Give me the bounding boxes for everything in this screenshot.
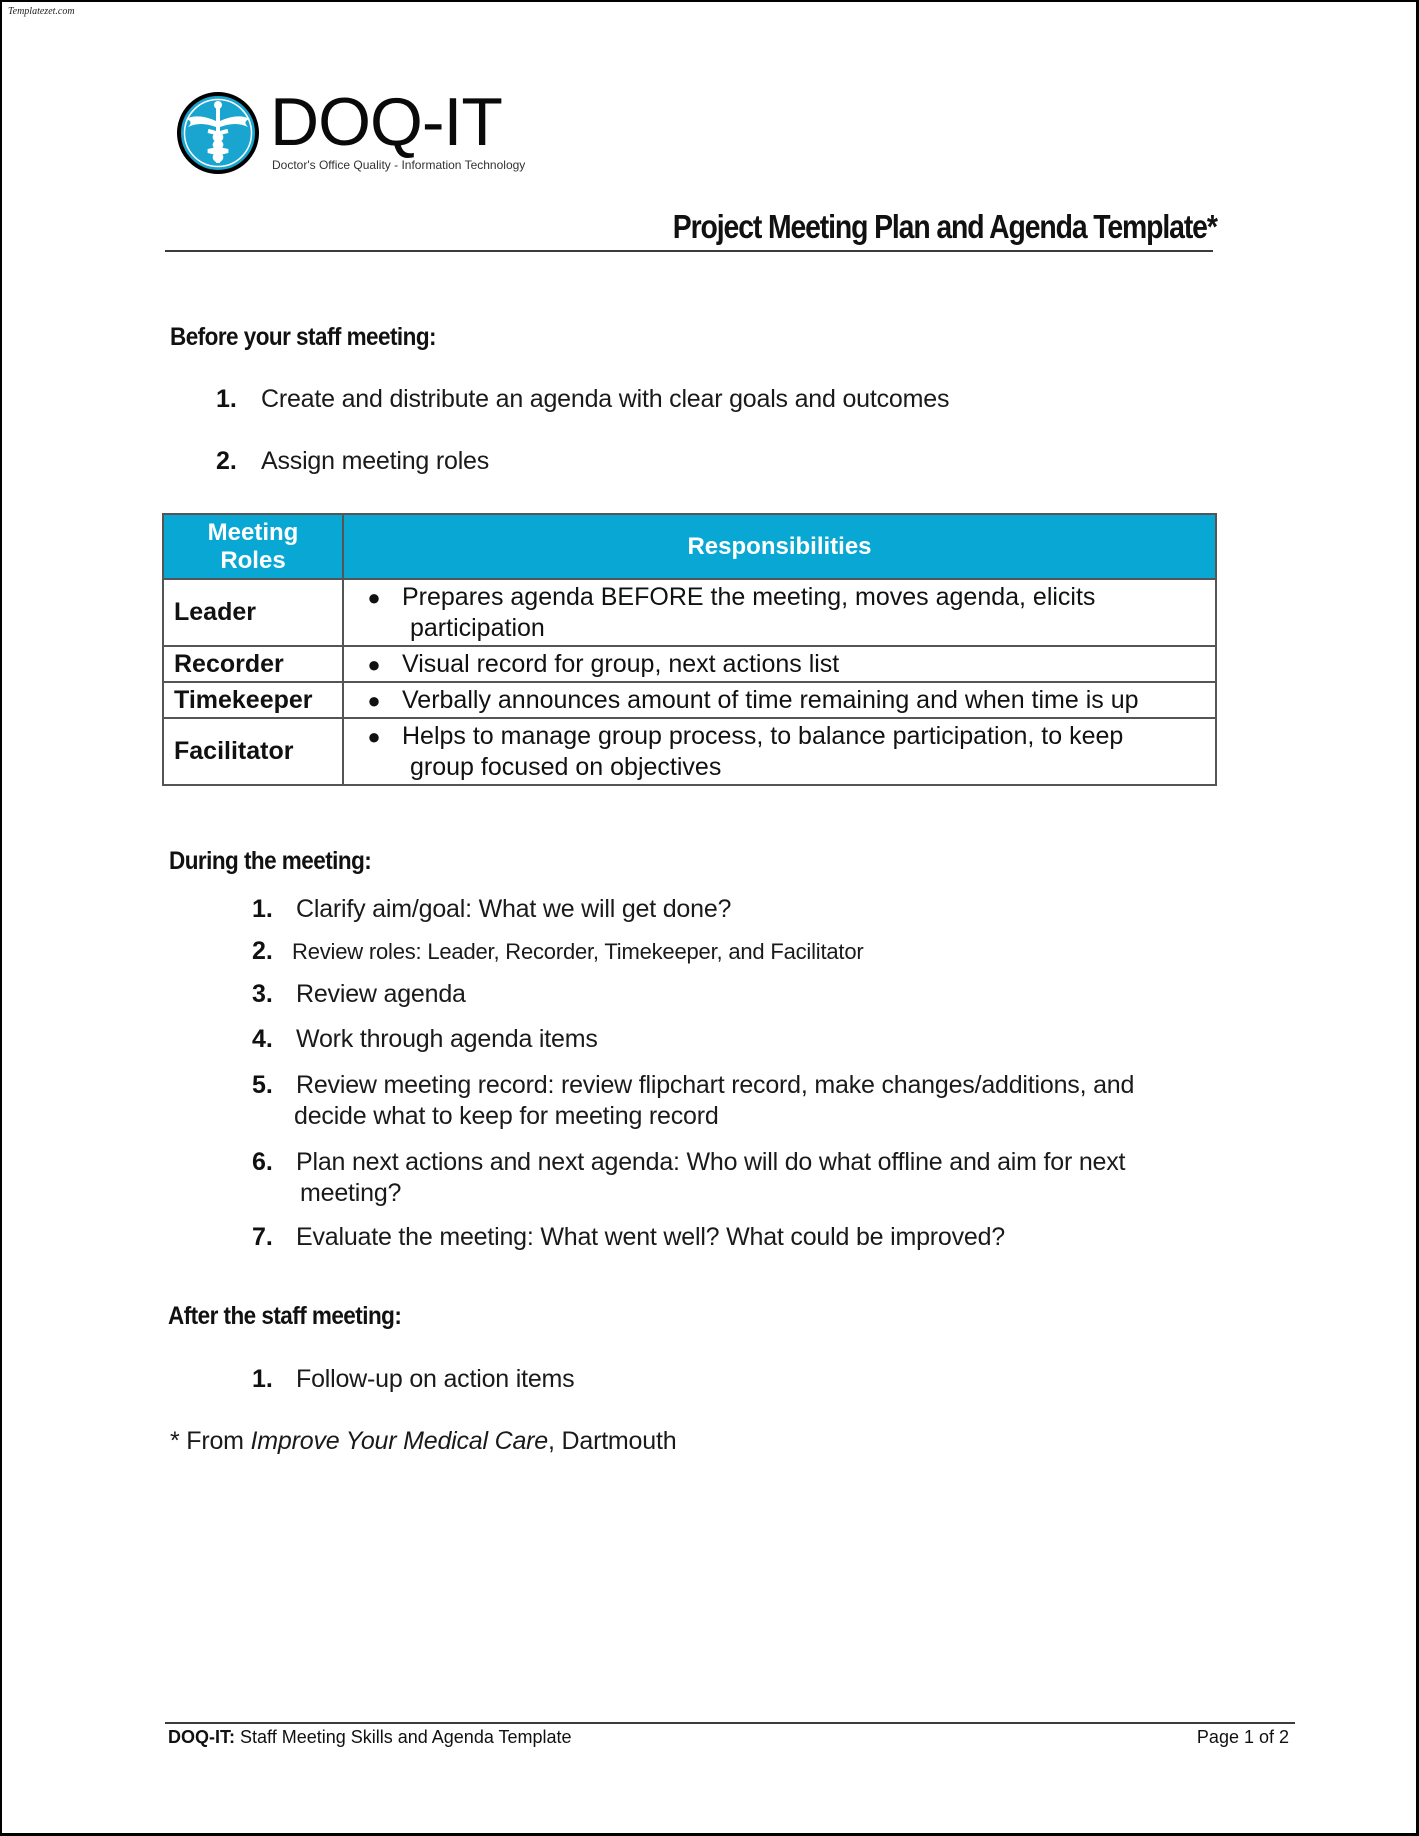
table-row: [163, 646, 1216, 682]
bullet-icon: ●: [367, 723, 381, 749]
list-text: Assign meeting roles: [261, 447, 490, 475]
list-text: Plan next actions and next agenda: Who will do what offline and aim for next: [296, 1148, 1126, 1176]
after-heading: After the staff meeting:: [168, 1302, 402, 1330]
page-number: Page 1 of 2: [1196, 1727, 1289, 1747]
list-text: Follow-up on action items: [296, 1365, 575, 1393]
source-title: Improve Your Medical Care: [250, 1427, 549, 1455]
header-responsibilities: Responsibilities: [343, 514, 1216, 579]
role-cell: Facilitator: [163, 718, 343, 785]
meeting-roles-table: [162, 513, 1217, 786]
bullet-icon: ●: [367, 651, 381, 677]
list-number: 1.: [216, 385, 237, 413]
logo-wordmark: DOQ-IT: [270, 84, 502, 160]
list-number: 4.: [252, 1025, 273, 1053]
responsibility-cell: ● Prepares agenda BEFORE the meeting, moves agenda, elicits participation: [343, 579, 1216, 646]
logo-tagline: Doctor's Office Quality - Information Technology: [272, 158, 526, 172]
during-heading: During the meeting:: [169, 847, 372, 875]
role-cell: Leader: [163, 579, 343, 646]
list-number: 2.: [252, 937, 273, 965]
table-header-row: [163, 514, 1216, 579]
bullet-icon: ●: [367, 584, 381, 610]
before-heading: Before your staff meeting:: [170, 323, 437, 351]
list-text-continued: meeting?: [300, 1179, 402, 1207]
page-title: Project Meeting Plan and Agenda Template*: [672, 208, 1217, 245]
list-text: Review meeting record: review flipchart record, make changes/additions, and: [296, 1071, 1135, 1099]
list-text: Review roles: Leader, Recorder, Timekeeper, and Facilitator: [292, 939, 864, 964]
table-row: [163, 682, 1216, 718]
list-number: 2.: [216, 447, 237, 475]
header-meeting-roles: Meeting Roles: [163, 514, 343, 579]
bullet-icon: ●: [367, 687, 381, 713]
table-row: [163, 579, 1216, 646]
list-text: Work through agenda items: [296, 1025, 598, 1053]
list-number: 6.: [252, 1148, 273, 1176]
list-number: 7.: [252, 1223, 273, 1251]
caduceus-icon: [176, 91, 260, 175]
list-text: Create and distribute an agenda with clear goals and outcomes: [261, 385, 950, 413]
list-number: 5.: [252, 1071, 273, 1099]
role-cell: Timekeeper: [163, 682, 343, 718]
watermark: Templatezet.com: [8, 6, 75, 17]
list-text-continued: decide what to keep for meeting record: [294, 1102, 719, 1130]
title-divider: [165, 250, 1213, 252]
list-text: Review agenda: [296, 980, 466, 1008]
responsibility-cell: ● Verbally announces amount of time remaining and when time is up: [343, 682, 1216, 718]
list-text: Clarify aim/goal: What we will get done?: [296, 895, 732, 923]
responsibility-cell: ● Helps to manage group process, to balance participation, to keep group focused on objectives: [343, 718, 1216, 785]
role-cell: Recorder: [163, 646, 343, 682]
list-number: 3.: [252, 980, 273, 1008]
source-footnote: * From Improve Your Medical Care, Dartmouth: [170, 1427, 677, 1455]
list-text: Evaluate the meeting: What went well? What could be improved?: [296, 1223, 1006, 1251]
footer-divider: [165, 1722, 1295, 1724]
table-row: [163, 718, 1216, 785]
footer-doc-title: DOQ-IT: Staff Meeting Skills and Agenda Template: [168, 1727, 572, 1747]
list-number: 1.: [252, 895, 273, 923]
list-number: 1.: [252, 1365, 273, 1393]
responsibility-cell: ● Visual record for group, next actions list: [343, 646, 1216, 682]
footer-brand: DOQ-IT:: [168, 1727, 235, 1747]
